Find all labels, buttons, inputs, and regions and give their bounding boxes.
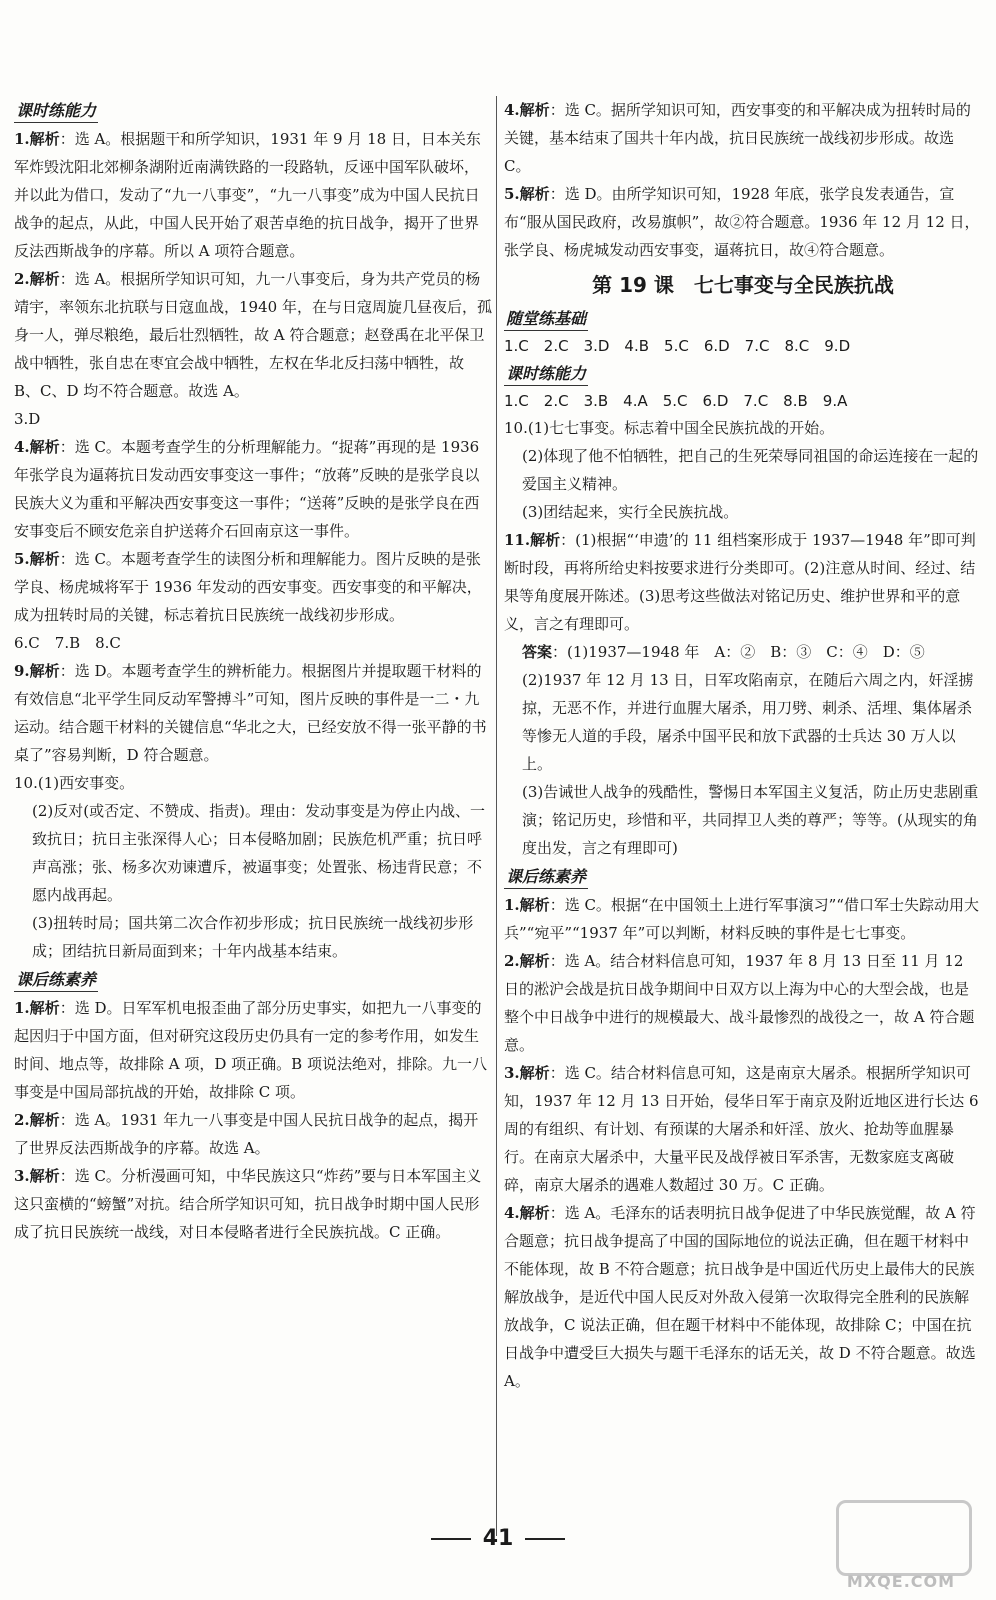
watermark-text: MXQE.COM xyxy=(846,1572,956,1591)
item-number: 4. xyxy=(14,438,30,456)
answer-item: 6.C 7.B 8.C xyxy=(14,634,121,652)
section-heading: 随堂练基础 xyxy=(504,308,588,331)
answer-subitem: (2)体现了他不怕牺牲，把自己的生死荣辱同祖国的命运连接在一起的爱国主义精神。 xyxy=(522,447,979,493)
item-text: ：选 A。结合材料信息可知，1937 年 8 月 13 日至 11 月 12 日的淞沪会战是抗日战争期间中日双方以上海为中心的大型会战，也是整个中日战争中进行的规模最大、战斗最惨烈的战役之一，故 A 符合题意。 xyxy=(504,952,975,1054)
item-number: 1. xyxy=(14,130,30,148)
answer-item xyxy=(14,125,492,265)
page-number: 41 xyxy=(482,1526,514,1551)
item-number: 2. xyxy=(14,270,30,288)
answer-subitem: (3)告诫世人战争的残酷性，警惕日本军国主义复活，防止历史悲剧重演；铭记历史，珍惜和平，共同捍卫人类的尊严；等等。(从现实的角度出发，言之有理即可) xyxy=(522,783,979,857)
answer-item xyxy=(14,1106,492,1162)
answer-item xyxy=(504,526,982,638)
keyword: 解析 xyxy=(519,896,550,914)
section-heading: 课时练能力 xyxy=(504,363,588,386)
keyword: 解析 xyxy=(519,1064,550,1082)
item-text: ：选 A。根据所学知识可知，九一八事变后，身为共产党员的杨靖宇，率领东北抗联与日寇血战，1940 年，在与日寇周旋几昼夜后，孤身一人，弹尽粮绝，最后壮烈牺牲，故 A 符合题意；赵登禹在北平保卫战中牺牲，张自忠在枣宜会战中牺牲，左权在华北反扫荡中牺牲，故 B、C、D 均不符合题意。故选 A。 xyxy=(14,270,492,400)
answer-subitem: (3)团结起来，实行全民族抗战。 xyxy=(522,503,739,521)
item-text: ：选 C。本题考查学生的分析理解能力。“捉蒋”再现的是 1936 年张学良为逼蒋抗日发动西安事变这一事件；“放蒋”反映的是张学良以民族大义为重和平解决西安事变这一事件；“送蒋”反映的是张学良在西安事变后不顾安危亲自护送蒋介石回南京这一事件。 xyxy=(14,438,480,540)
item-text: ：选 D。日军军机电报歪曲了部分历史事实，如把九一八事变的起因归于中国方面，但对研究这段历史仍具有一定的参考作用，如发生时间、地点等，故排除 A 项，D 项正确。B 项说法绝对，排除。九一八事变是中国局部抗战的开始，故排除 C 项。 xyxy=(14,999,487,1101)
item-number: 4. xyxy=(504,101,520,119)
keyword: 解析 xyxy=(29,438,60,456)
item-number: 2. xyxy=(14,1111,30,1129)
answer-item xyxy=(14,1162,492,1246)
answer-item xyxy=(14,265,492,405)
item-text: ：(1)根据“‘申遗’的 11 组档案形成于 1937—1948 年”即可判断时段，再将所给史料按要求进行分类即可。(2)注意从时间、经过、结果等角度展开陈述。(3)思考这些做法对铭记历史、维护世界和平的意义，言之有理即可。 xyxy=(504,531,976,633)
keyword: 解析 xyxy=(29,550,60,568)
mcq-answers: 1.C 2.C 3.B 4.A 5.C 6.D 7.C 8.B 9.A xyxy=(504,392,848,410)
answer-label: 答案 xyxy=(522,643,553,661)
item-number: 5. xyxy=(504,185,520,203)
watermark-logo-icon xyxy=(836,1500,972,1576)
lesson-title: 第 19 课 七七事变与全民族抗战 xyxy=(592,273,894,297)
footer-dash-left xyxy=(431,1538,471,1540)
right-column xyxy=(504,96,982,1395)
answer-item xyxy=(504,96,982,180)
answer-item xyxy=(14,657,492,769)
keyword: 解析 xyxy=(29,1111,60,1129)
item-number: 3. xyxy=(14,1167,30,1185)
item-text: ：选 C。根据“在中国领土上进行军事演习”“借口军士失踪动用大兵”“宛平”“1937 年”可以判断，材料反映的事件是七七事变。 xyxy=(504,896,979,942)
answer-subitem: (2)反对(或否定、不赞成、指责)。理由：发动事变是为停止内战、一致抗日；抗日主张深得人心；日本侵略加剧；民族危机严重；抗日呼声高涨；张、杨多次劝谏遭斥，被逼事变；处置张、杨违背民意；不愿内战再起。 xyxy=(32,802,485,904)
watermark xyxy=(836,1500,966,1590)
keyword: 解析 xyxy=(519,185,550,203)
answer-item: 10.(1)七七事变。标志着中国全民族抗战的开始。 xyxy=(504,419,835,437)
answer-item xyxy=(504,1059,982,1199)
section-heading: 课时练能力 xyxy=(14,100,98,123)
item-text: ：选 A。1931 年九一八事变是中国人民抗日战争的起点，揭开了世界反法西斯战争的序幕。故选 A。 xyxy=(14,1111,479,1157)
answer-item xyxy=(14,433,492,545)
answer-item xyxy=(504,1199,982,1395)
column-divider xyxy=(496,96,497,1536)
item-text: ：选 C。本题考查学生的读图分析和理解能力。图片反映的是张学良、杨虎城将军于 1936 年发动的西安事变。西安事变的和平解决，成为扭转时局的关键，标志着抗日民族统一战线初步形成。 xyxy=(14,550,482,624)
keyword: 解析 xyxy=(519,1204,550,1222)
answer-item xyxy=(504,947,982,1059)
answer-subitem: (2)1937 年 12 月 13 日，日军攻陷南京，在随后六周之内，奸淫掳掠，无恶不作，并进行血腥大屠杀，用刀劈、刺杀、活埋、集体屠杀等惨无人道的手段，屠杀中国平民和放下武器的士兵达 30 万人以上。 xyxy=(522,671,974,773)
footer-dash-right xyxy=(525,1538,565,1540)
item-text: ：(1)1937—1948 年 A：② B：③ C：④ D：⑤ xyxy=(552,643,925,661)
keyword: 解析 xyxy=(530,531,561,549)
section-heading: 课后练素养 xyxy=(504,866,588,889)
item-text: ：选 A。毛泽东的话表明抗日战争促进了中华民族觉醒，故 A 符合题意；抗日战争提高了中国的国际地位的说法正确，但在题干材料中不能体现，故 B 不符合题意；抗日战争是中国近代历史上最伟大的民族解放战争，是近代中国人民反对外敌入侵第一次取得完全胜利的民族解放战争，C 说法正确，但在题干材料中不能体现，故排除 C；中国在抗日战争中遭受巨大损失与题干毛泽东的话无关，故 D 不符合题意。故选 A。 xyxy=(504,1204,976,1390)
keyword: 解析 xyxy=(29,270,60,288)
answer-item xyxy=(14,994,492,1106)
item-number: 4. xyxy=(504,1204,520,1222)
keyword: 解析 xyxy=(519,952,550,970)
keyword: 解析 xyxy=(29,1167,60,1185)
item-number: 2. xyxy=(504,952,520,970)
answer-item xyxy=(14,545,492,629)
answer-item xyxy=(504,891,982,947)
keyword: 解析 xyxy=(29,130,60,148)
answer-subitem: (3)扭转时局；国共第二次合作初步形成；抗日民族统一战线初步形成；团结抗日新局面到来；十年内战基本结束。 xyxy=(32,914,474,960)
item-number: 1. xyxy=(504,896,520,914)
item-number: 1. xyxy=(14,999,30,1017)
left-column xyxy=(14,96,492,1246)
item-number: 11. xyxy=(504,531,531,549)
section-heading: 课后练素养 xyxy=(14,969,98,992)
answer-subitem xyxy=(504,638,982,666)
item-text: ：选 A。根据题干和所学知识，1931 年 9 月 18 日，日本关东军炸毁沈阳北郊柳条湖附近南满铁路的一段路轨，反诬中国军队破坏，并以此为借口，发动了“九一八事变”，“九一八事变”成为中国人民抗日战争的起点，从此，中国人民开始了艰苦卓绝的抗日战争，揭开了世界反法西斯战争的序幕。所以 A 项符合题意。 xyxy=(14,130,481,260)
answer-item: 3.D xyxy=(14,410,41,428)
keyword: 解析 xyxy=(29,999,60,1017)
keyword: 解析 xyxy=(29,662,60,680)
answer-item xyxy=(504,180,982,264)
item-number: 9. xyxy=(14,662,30,680)
item-text: ：选 C。据所学知识可知，西安事变的和平解决成为扭转时局的关键，基本结束了国共十年内战，抗日民族统一战线初步形成。故选 C。 xyxy=(504,101,971,175)
item-text: ：选 D。本题考查学生的辨析能力。根据图片并提取题干材料的有效信息“北平学生同反动军警搏斗”可知，图片反映的事件是一二・九运动。结合题干材料的关键信息“华北之大，已经安放不得一张平静的书桌了”容易判断，D 符合题意。 xyxy=(14,662,487,764)
answer-item: 10.(1)西安事变。 xyxy=(14,774,135,792)
item-number: 3. xyxy=(504,1064,520,1082)
item-text: ：选 C。结合材料信息可知，这是南京大屠杀。根据所学知识可知，1937 年 12 月 13 日开始，侵华日军于南京及附近地区进行长达 6 周的有组织、有计划、有预谋的大屠杀和奸淫、放火、抢劫等血腥暴行。在南京大屠杀中，大量平民及战俘被日军杀害，无数家庭支离破碎，南京大屠杀的遇难人数超过 30 万。C 正确。 xyxy=(504,1064,979,1194)
item-text: ：选 D。由所学知识可知，1928 年底，张学良发表通告，宣布“服从国民政府，改易旗帜”，故②符合题意。1936 年 12 月 12 日，张学良、杨虎城发动西安事变，逼蒋抗日，故④符合题意。 xyxy=(504,185,980,259)
item-number: 5. xyxy=(14,550,30,568)
item-text: ：选 C。分析漫画可知，中华民族这只“炸药”要与日本军国主义这只蛮横的“螃蟹”对抗。结合所学知识可知，抗日战争时期中国人民形成了抗日民族统一战线，对日本侵略者进行全民族抗战。C 正确。 xyxy=(14,1167,482,1241)
mcq-answers: 1.C 2.C 3.D 4.B 5.C 6.D 7.C 8.C 9.D xyxy=(504,337,851,355)
keyword: 解析 xyxy=(519,101,550,119)
